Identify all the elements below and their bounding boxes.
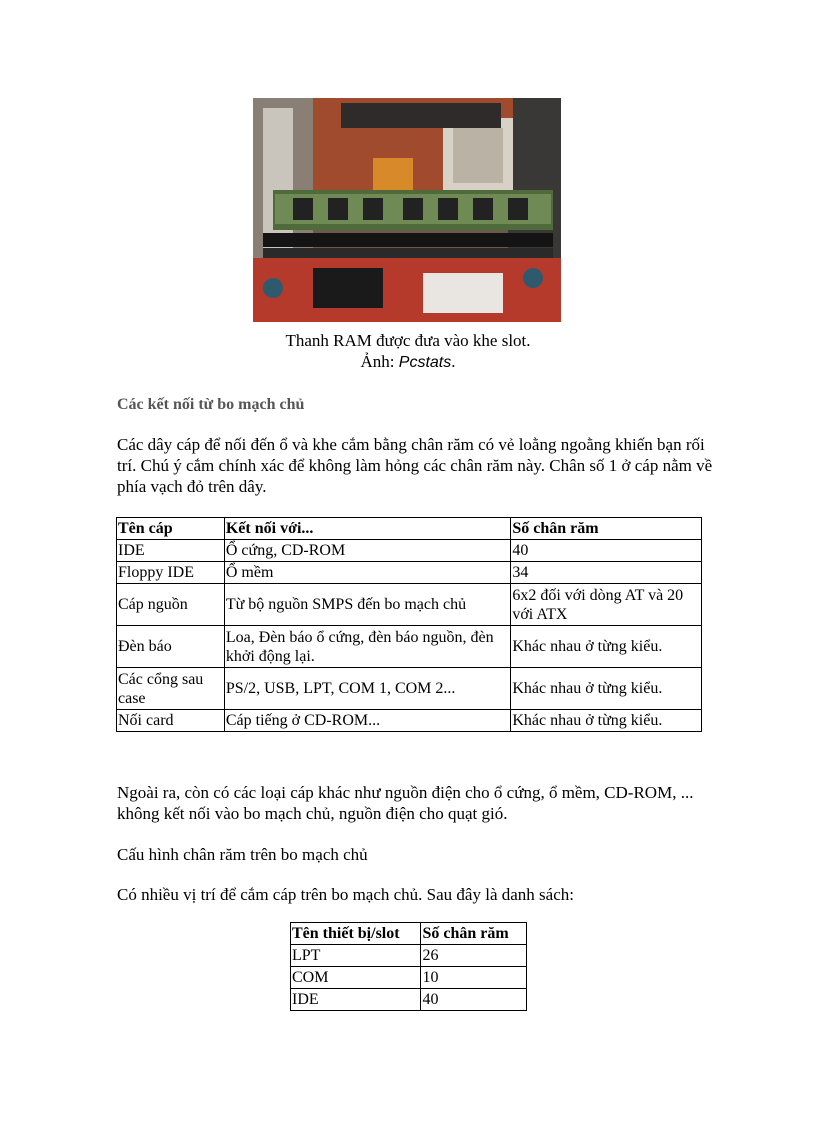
table-cell: 6x2 đối với dòng AT và 20 với ATX	[511, 584, 702, 626]
table-cell: PS/2, USB, LPT, COM 1, COM 2...	[224, 668, 510, 710]
table-row	[291, 945, 527, 967]
extra-cables-paragraph: Ngoài ra, còn có các loại cáp khác như nguồn điện cho ổ cứng, ổ mềm, CD-ROM, ... không kết nối vào bo mạch chủ, nguồn điện cho quạt gió.	[117, 783, 694, 823]
table-cell: LPT	[291, 945, 421, 967]
table-cell: Đèn báo	[117, 626, 225, 668]
table-row	[117, 540, 702, 562]
table-cell: 10	[421, 967, 527, 989]
table-cell: Các cổng sau case	[117, 668, 225, 710]
table-cell: Khác nhau ở từng kiểu.	[511, 710, 702, 732]
header-cell: Số chân răm	[421, 923, 527, 945]
table-cell: Cáp nguồn	[117, 584, 225, 626]
table-row	[117, 626, 702, 668]
table-row	[291, 989, 527, 1011]
table-row	[117, 710, 702, 732]
caption-source: Pcstats	[398, 354, 452, 371]
table-cell: Nối card	[117, 710, 225, 732]
header-cell: Kết nối với...	[224, 518, 510, 540]
table-row	[117, 584, 702, 626]
caption-prefix: Ảnh:	[360, 352, 399, 371]
header-cell: Tên cáp	[117, 518, 225, 540]
table-cell: Floppy IDE	[117, 562, 225, 584]
table-cell: 40	[511, 540, 702, 562]
image-caption-line2: Ảnh: Pcstats.	[360, 352, 456, 371]
cable-table	[116, 517, 702, 732]
table-row	[117, 562, 702, 584]
table-row	[117, 668, 702, 710]
section-heading: Các kết nối từ bo mạch chủ	[117, 396, 305, 413]
table-row	[291, 967, 527, 989]
table-cell: Từ bộ nguồn SMPS đến bo mạch chủ	[224, 584, 510, 626]
table-cell: COM	[291, 967, 421, 989]
table-cell: 26	[421, 945, 527, 967]
table-cell: Loa, Đèn báo ổ cứng, đèn báo nguồn, đèn khởi động lại.	[224, 626, 510, 668]
list-intro-paragraph: Có nhiều vị trí để cắm cáp trên bo mạch chủ. Sau đây là danh sách:	[117, 885, 574, 904]
table-header-row	[291, 923, 527, 945]
motherboard-illustration	[253, 98, 561, 322]
ram-slot-photo	[253, 98, 561, 322]
image-caption-line1: Thanh RAM được đưa vào khe slot.	[285, 331, 531, 350]
header-cell: Tên thiết bị/slot	[291, 923, 421, 945]
table-cell: IDE	[291, 989, 421, 1011]
table-header-row	[117, 518, 702, 540]
table-cell: 40	[421, 989, 527, 1011]
table-cell: Khác nhau ở từng kiểu.	[511, 668, 702, 710]
table-cell: Ổ mềm	[224, 562, 510, 584]
header-cell: Số chân răm	[511, 518, 702, 540]
table-cell: IDE	[117, 540, 225, 562]
table-cell: Ổ cứng, CD-ROM	[224, 540, 510, 562]
pin-config-paragraph: Cấu hình chân răm trên bo mạch chủ	[117, 845, 368, 864]
table-cell: 34	[511, 562, 702, 584]
slot-table	[290, 922, 527, 1011]
table-cell: Cáp tiếng ở CD-ROM...	[224, 710, 510, 732]
intro-paragraph: Các dây cáp để nối đến ổ và khe cắm bằng chân răm có vẻ loằng ngoằng khiến bạn rối trí. Chú ý cắm chính xác để không làm hỏng các chân răm này. Chân số 1 ở cáp nằm về phía vạch đỏ trên dây.	[117, 435, 713, 496]
table-cell: Khác nhau ở từng kiểu.	[511, 626, 702, 668]
